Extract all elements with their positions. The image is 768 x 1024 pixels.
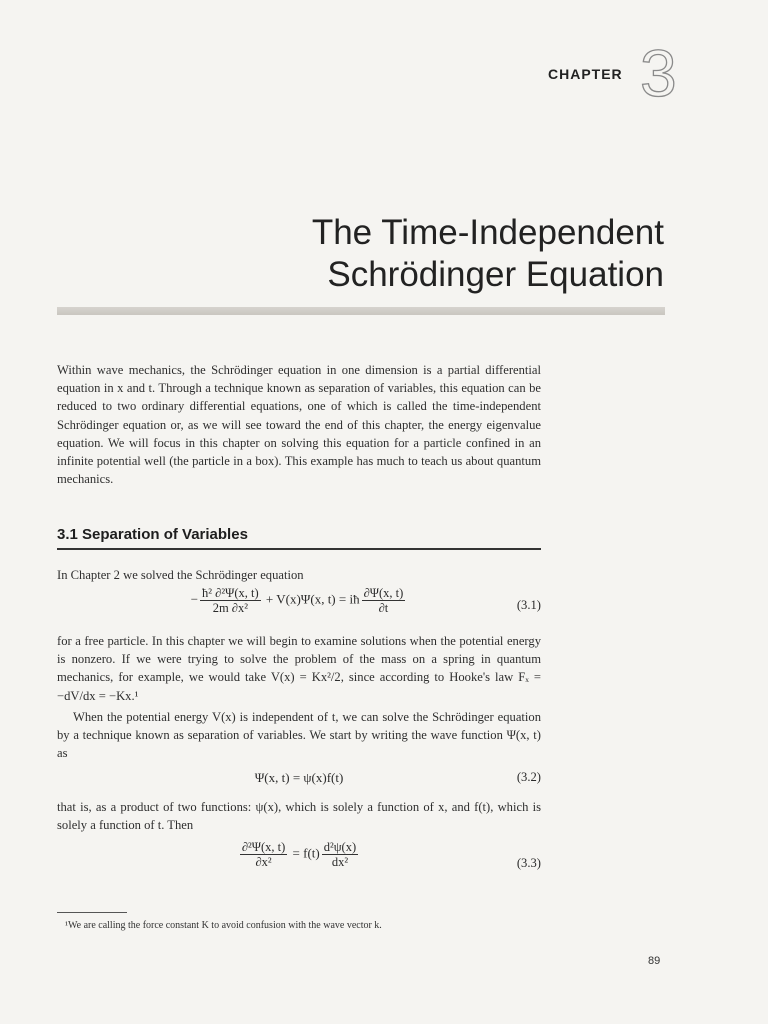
footnote-rule xyxy=(57,912,127,913)
title-rule xyxy=(57,307,665,315)
equation-3-3 xyxy=(57,840,541,880)
chapter-label: CHAPTER xyxy=(548,66,623,82)
chapter-title xyxy=(312,212,664,296)
eq1-minus: − xyxy=(190,591,199,607)
eq1-fraction-1 xyxy=(200,586,261,615)
eq3-fraction-2 xyxy=(322,840,358,869)
section-rule xyxy=(57,548,541,550)
eq3-fraction-1 xyxy=(240,840,287,869)
paragraph-1: In Chapter 2 we solved the Schrödinger equation xyxy=(57,568,304,582)
eq3-middle: = f(t) xyxy=(292,845,320,861)
eq3-den2: dx² xyxy=(322,854,358,869)
equation-3-1-label: (3.1) xyxy=(516,598,541,612)
equation-3-2 xyxy=(57,770,541,790)
eq1-middle: + V(x)Ψ(x, t) = iħ xyxy=(265,591,360,607)
eq1-den1: 2m ∂x² xyxy=(200,600,261,615)
paragraph-4: that is, as a product of two functions: ψ(x), which is solely a function of x, and f(t), which is solely a function of t. Then xyxy=(57,800,541,833)
eq1-num1: ħ² ∂²Ψ(x, t) xyxy=(202,586,259,600)
paragraph-2: for a free particle. In this chapter we will begin to examine solutions when the potential energy is nonzero. If we were trying to solve the problem of the mass on a spring in quantum mechanics, for example, we would take V(x) = Kx²/2, since according to Hooke's law Fₓ = −dV/dx = −Kx.¹ xyxy=(57,634,541,703)
footnote: ¹We are calling the force constant K to avoid confusion with the wave vector k. xyxy=(65,920,382,931)
chapter-title-line2: Schrödinger Equation xyxy=(327,255,664,294)
eq3-num2: d²ψ(x) xyxy=(323,840,357,854)
equation-3-3-body xyxy=(57,840,541,869)
eq3-den1: ∂x² xyxy=(240,854,287,869)
equation-3-1 xyxy=(57,586,541,626)
equation-3-2-body: Ψ(x, t) = ψ(x)f(t) xyxy=(254,770,344,785)
chapter-title-line1: The Time-Independent xyxy=(311,213,664,252)
chapter-number: 3 xyxy=(640,36,677,110)
paragraph-3: When the potential energy V(x) is independent of t, we can solve the Schrödinger equation by a technique known as separation of variables. We start by writing the wave function Ψ(x, t) as xyxy=(57,710,541,761)
equation-3-1-body xyxy=(57,586,541,615)
equation-3-3-label: (3.3) xyxy=(516,856,541,870)
eq1-fraction-2 xyxy=(362,586,406,615)
section-heading: 3.1 Separation of Variables xyxy=(57,526,248,543)
eq1-num2: ∂Ψ(x, t) xyxy=(363,586,404,600)
equation-3-2-label: (3.2) xyxy=(516,770,541,784)
eq1-den2: ∂t xyxy=(362,600,406,615)
intro-paragraph: Within wave mechanics, the Schrödinger equation in one dimension is a partial differential equation in x and t. Through a technique known as separation of variables, this equation can be reduced to two ordinary differential equations, one of which is called the time-independent Schrödinger equation or, as we will see toward the end of this chapter, the energy eigenvalue equation. We will focus in this chapter on solving this equation for a particle confined in an infinite potential well (the particle in a box). This example has much to teach us about quantum mechanics. xyxy=(57,363,541,487)
eq3-num1: ∂²Ψ(x, t) xyxy=(241,840,286,854)
page-number: 89 xyxy=(648,955,661,967)
